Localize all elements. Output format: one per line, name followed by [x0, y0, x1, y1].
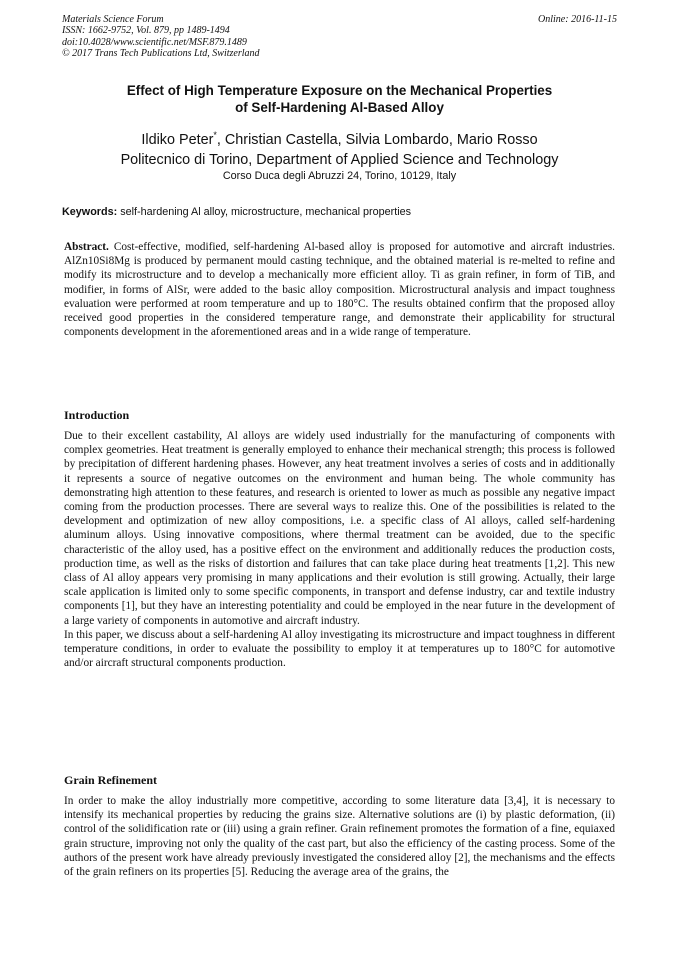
introduction-paragraph-1: Due to their excellent castability, Al alloys are widely used industrially for the manufacturing of components with complex geometries. Heat treatment is generally employed to enhance their mechanical strength; this process is followed by precipitation of different hardening phases. However, any heat treatment involves a series of costs and in additionally it represents a source of negative outcomes on the environment and human being. The whole community has demonstrating high attention to these features, and research is oriented to lower as much as possible any negative impact coming from the production processes. There are several ways to realize this. One of the possibilities is related to the development and optimization of new alloy compositions, i.e. a specific class of Al alloys, called self-hardening aluminum alloys. Using innovative compositions, where thermal treatment can be avoided, due to the specific characteristic of the alloy used, has a positive effect on the environment and additionally reduces the production costs, production time, as well as the risks of distortion and failures that can take place during heat treatments [1,2]. This new class of Al alloy appears very promising in many applications and their evolution is still growing. Actually, their large scale application is limited only to some specific components, in transport and defense industry, car and textile industry components [1], but they have an interesting potentiality and could be employed in the near future in the development of a large variety of components in automotive and aircraft industry.: [64, 430, 615, 627]
introduction-heading: Introduction: [64, 408, 130, 422]
introduction-paragraph-2: In this paper, we discuss about a self-hardening Al alloy investigating its microstructure and impact toughness in different temperature conditions, in order to evaluate the possibility to employ it at temperatures up to 180°C for automotive and/or aircraft structural components production.: [64, 628, 615, 670]
abstract-text: Cost-effective, modified, self-hardening Al-based alloy is proposed for automotive and aircraft industries. AlZn10Si8Mg is produced by permanent mould casting technique, and the obtained material is re-melted to refine and modify its microstructure and to develop a mechanically more efficient alloy. Ti as grain refiner, in form of TiB, and modifier, in forms of AlSr, were added to the basic alloy composition. Microstructural analysis and impact toughness evaluation were performed at room temperature and up to 180°C. The results obtained confirm that the proposed alloy received good properties in the considered temperature range, and demonstrate their applicability for structural components development in the aforementioned areas and in a wide range of temperature.: [64, 241, 615, 339]
address: Corso Duca degli Abruzzi 24, Torino, 10129, Italy: [222, 170, 457, 182]
other-authors: , Christian Castella, Silvia Lombardo, Mario Rosso: [216, 131, 538, 148]
abstract: [64, 240, 615, 339]
paper-title: [62, 82, 617, 116]
author-list: [62, 125, 617, 150]
keywords-label: Keywords:: [62, 206, 118, 218]
abstract-label: Abstract.: [64, 241, 109, 253]
introduction-section: [64, 429, 615, 670]
title-line-1: Effect of High Temperature Exposure on the Mechanical Properties: [126, 83, 553, 98]
doi-line: doi:10.4028/www.scientific.net/MSF.879.1489: [62, 36, 247, 48]
first-author: Ildiko Peter: [141, 131, 214, 148]
affiliation: Politecnico di Torino, Department of Applied Science and Technology: [120, 151, 559, 168]
corresponding-mark: *: [213, 130, 217, 140]
journal-name: Materials Science Forum: [62, 14, 164, 25]
grain-refinement-heading: Grain Refinement: [64, 773, 157, 787]
online-date: Online: 2016-11-15: [538, 14, 617, 25]
copyright-line: © 2017 Trans Tech Publications Ltd, Switzerland: [62, 48, 260, 60]
keywords-text: self-hardening Al alloy, microstructure, mechanical properties: [117, 206, 412, 218]
grain-refinement-paragraph-1: In order to make the alloy industrially more competitive, according to some literature data [3,4], it is necessary to intensify its mechanical properties by reducing the grains size. Alternative solutions are (i) by plastic deformation, (ii) control of the solidification rate or (iii) using a grain refiner. Grain refinement promotes the formation of a fine, equiaxed grain structure, improving not only the quality of the cast part, but also the efficiency of the casting process. Some of the authors of the present work have already previously investigated the considered alloy [2], the mechanisms and the effects of the grain refiners on its properties [5]. Reducing the average area of the grains, the: [64, 795, 615, 879]
title-line-2: of Self-Hardening Al-Based Alloy: [235, 100, 444, 115]
grain-refinement-section: [64, 794, 615, 879]
issn-line: ISSN: 1662-9752, Vol. 879, pp 1489-1494: [62, 25, 230, 37]
author-block: [62, 125, 617, 170]
journal-header: [62, 14, 617, 60]
keywords-line: [62, 206, 617, 219]
